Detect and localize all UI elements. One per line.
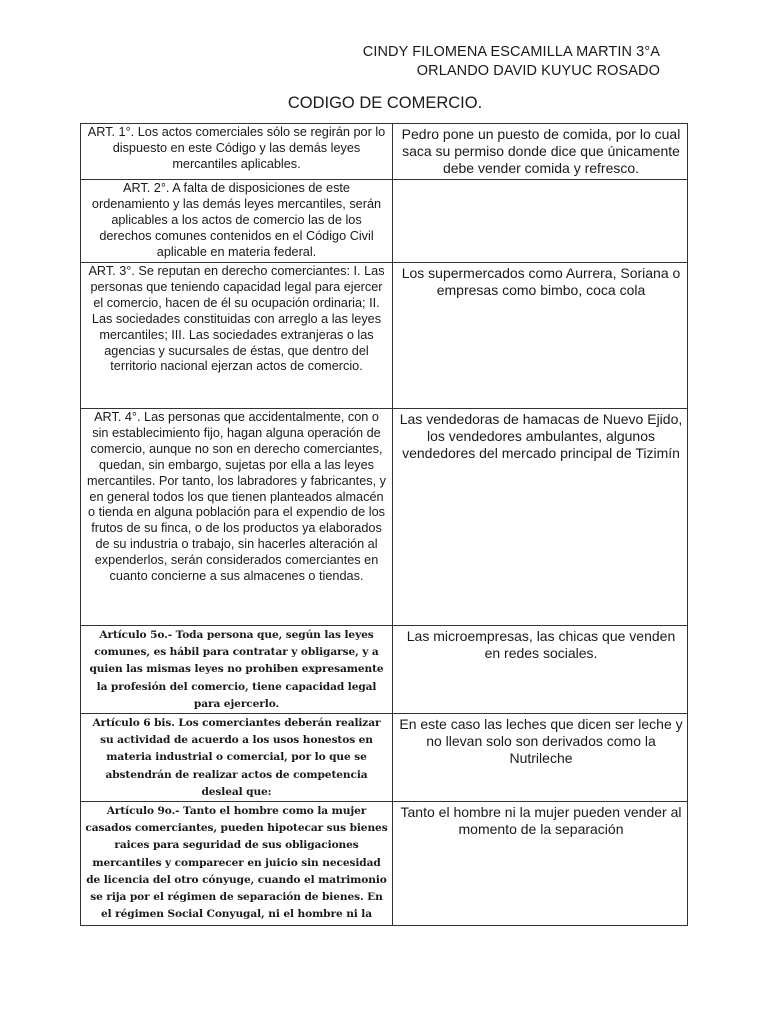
example-cell: Los supermercados como Aurrera, Soriana o empresas como bimbo, coca cola xyxy=(393,263,688,409)
example-cell: Pedro pone un puesto de comida, por lo cual saca su permiso donde dice que únicamente debe vender comida y refresco. xyxy=(393,124,688,180)
table-row xyxy=(81,802,688,926)
example-cell: Tanto el hombre ni la mujer pueden vender al momento de la separación xyxy=(393,802,688,926)
table-row xyxy=(81,180,688,263)
author-line-2: ORLANDO DAVID KUYUC ROSADO xyxy=(416,63,660,79)
article-cell: ART. 1°. Los actos comerciales sólo se regirán por lo dispuesto en este Código y las demás leyes mercantiles aplicables. xyxy=(81,124,393,180)
author-block xyxy=(363,43,660,81)
article-cell: ART. 3°. Se reputan en derecho comerciantes: I. Las personas que teniendo capacidad legal para ejercer el comercio, hacen de él su ocupación ordinaria; II. Las sociedades constituidas con arreglo a las leyes mercantiles; III. Las sociedades extranjeras o las agencias y sucursales de éstas, que dentro del territorio nacional ejerzan actos de comercio. xyxy=(81,263,393,409)
author-line-1: CINDY FILOMENA ESCAMILLA MARTIN 3°A xyxy=(362,44,660,60)
article-cell: ART. 2°. A falta de disposiciones de este ordenamiento y las demás leyes mercantiles, serán aplicables a los actos de comercio las de los derechos comunes contenidos en el Código Civil aplicable en materia federal. xyxy=(81,180,393,263)
article-cell: Artículo 9o.- Tanto el hombre como la mujer casados comerciantes, pueden hipotecar sus bienes raices para seguridad de sus obligaciones mercantiles y comparecer en juicio sin necesidad de licencia del otro cónyuge, cuando el matrimonio se rija por el régimen de separación de bienes. En el régimen Social Conyugal, ni el hombre ni la xyxy=(81,802,393,926)
example-cell: Las microempresas, las chicas que venden en redes sociales. xyxy=(393,626,688,714)
example-cell: En este caso las leches que dicen ser leche y no llevan solo son derivados como la Nutrileche xyxy=(393,714,688,802)
example-cell xyxy=(393,180,688,263)
table-row xyxy=(81,263,688,409)
articles-table xyxy=(80,123,688,926)
table-row xyxy=(81,124,688,180)
table-row xyxy=(81,714,688,802)
table-row xyxy=(81,409,688,626)
document-title: CODIGO DE COMERCIO. xyxy=(287,94,483,112)
example-cell: Las vendedoras de hamacas de Nuevo Ejido, los vendedores ambulantes, algunos vendedores del mercado principal de Tizimín xyxy=(393,409,688,626)
article-cell: ART. 4°. Las personas que accidentalmente, con o sin establecimiento fijo, hagan alguna operación de comercio, aunque no son en derecho comerciantes, quedan, sin embargo, sujetas por ella a las leyes mercantiles. Por tanto, los labradores y fabricantes, y en general todos los que tienen planteados almacén o tienda en alguna población para el expendio de los frutos de su finca, o de los productos ya elaborados de su industria o trabajo, sin hacerles alteración al expenderlos, serán considerados comerciantes en cuanto concierne a sus almacenes o tiendas. xyxy=(81,409,393,626)
table-row xyxy=(81,626,688,714)
article-cell: Artículo 5o.- Toda persona que, según las leyes comunes, es hábil para contratar y obligarse, y a quien las mismas leyes no prohiben expresamente la profesión del comercio, tiene capacidad legal para ejercerlo. xyxy=(81,626,393,714)
article-cell: Artículo 6 bis. Los comerciantes deberán realizar su actividad de acuerdo a los usos honestos en materia industrial o comercial, por lo que se abstendrán de realizar actos de competencia desleal que: xyxy=(81,714,393,802)
